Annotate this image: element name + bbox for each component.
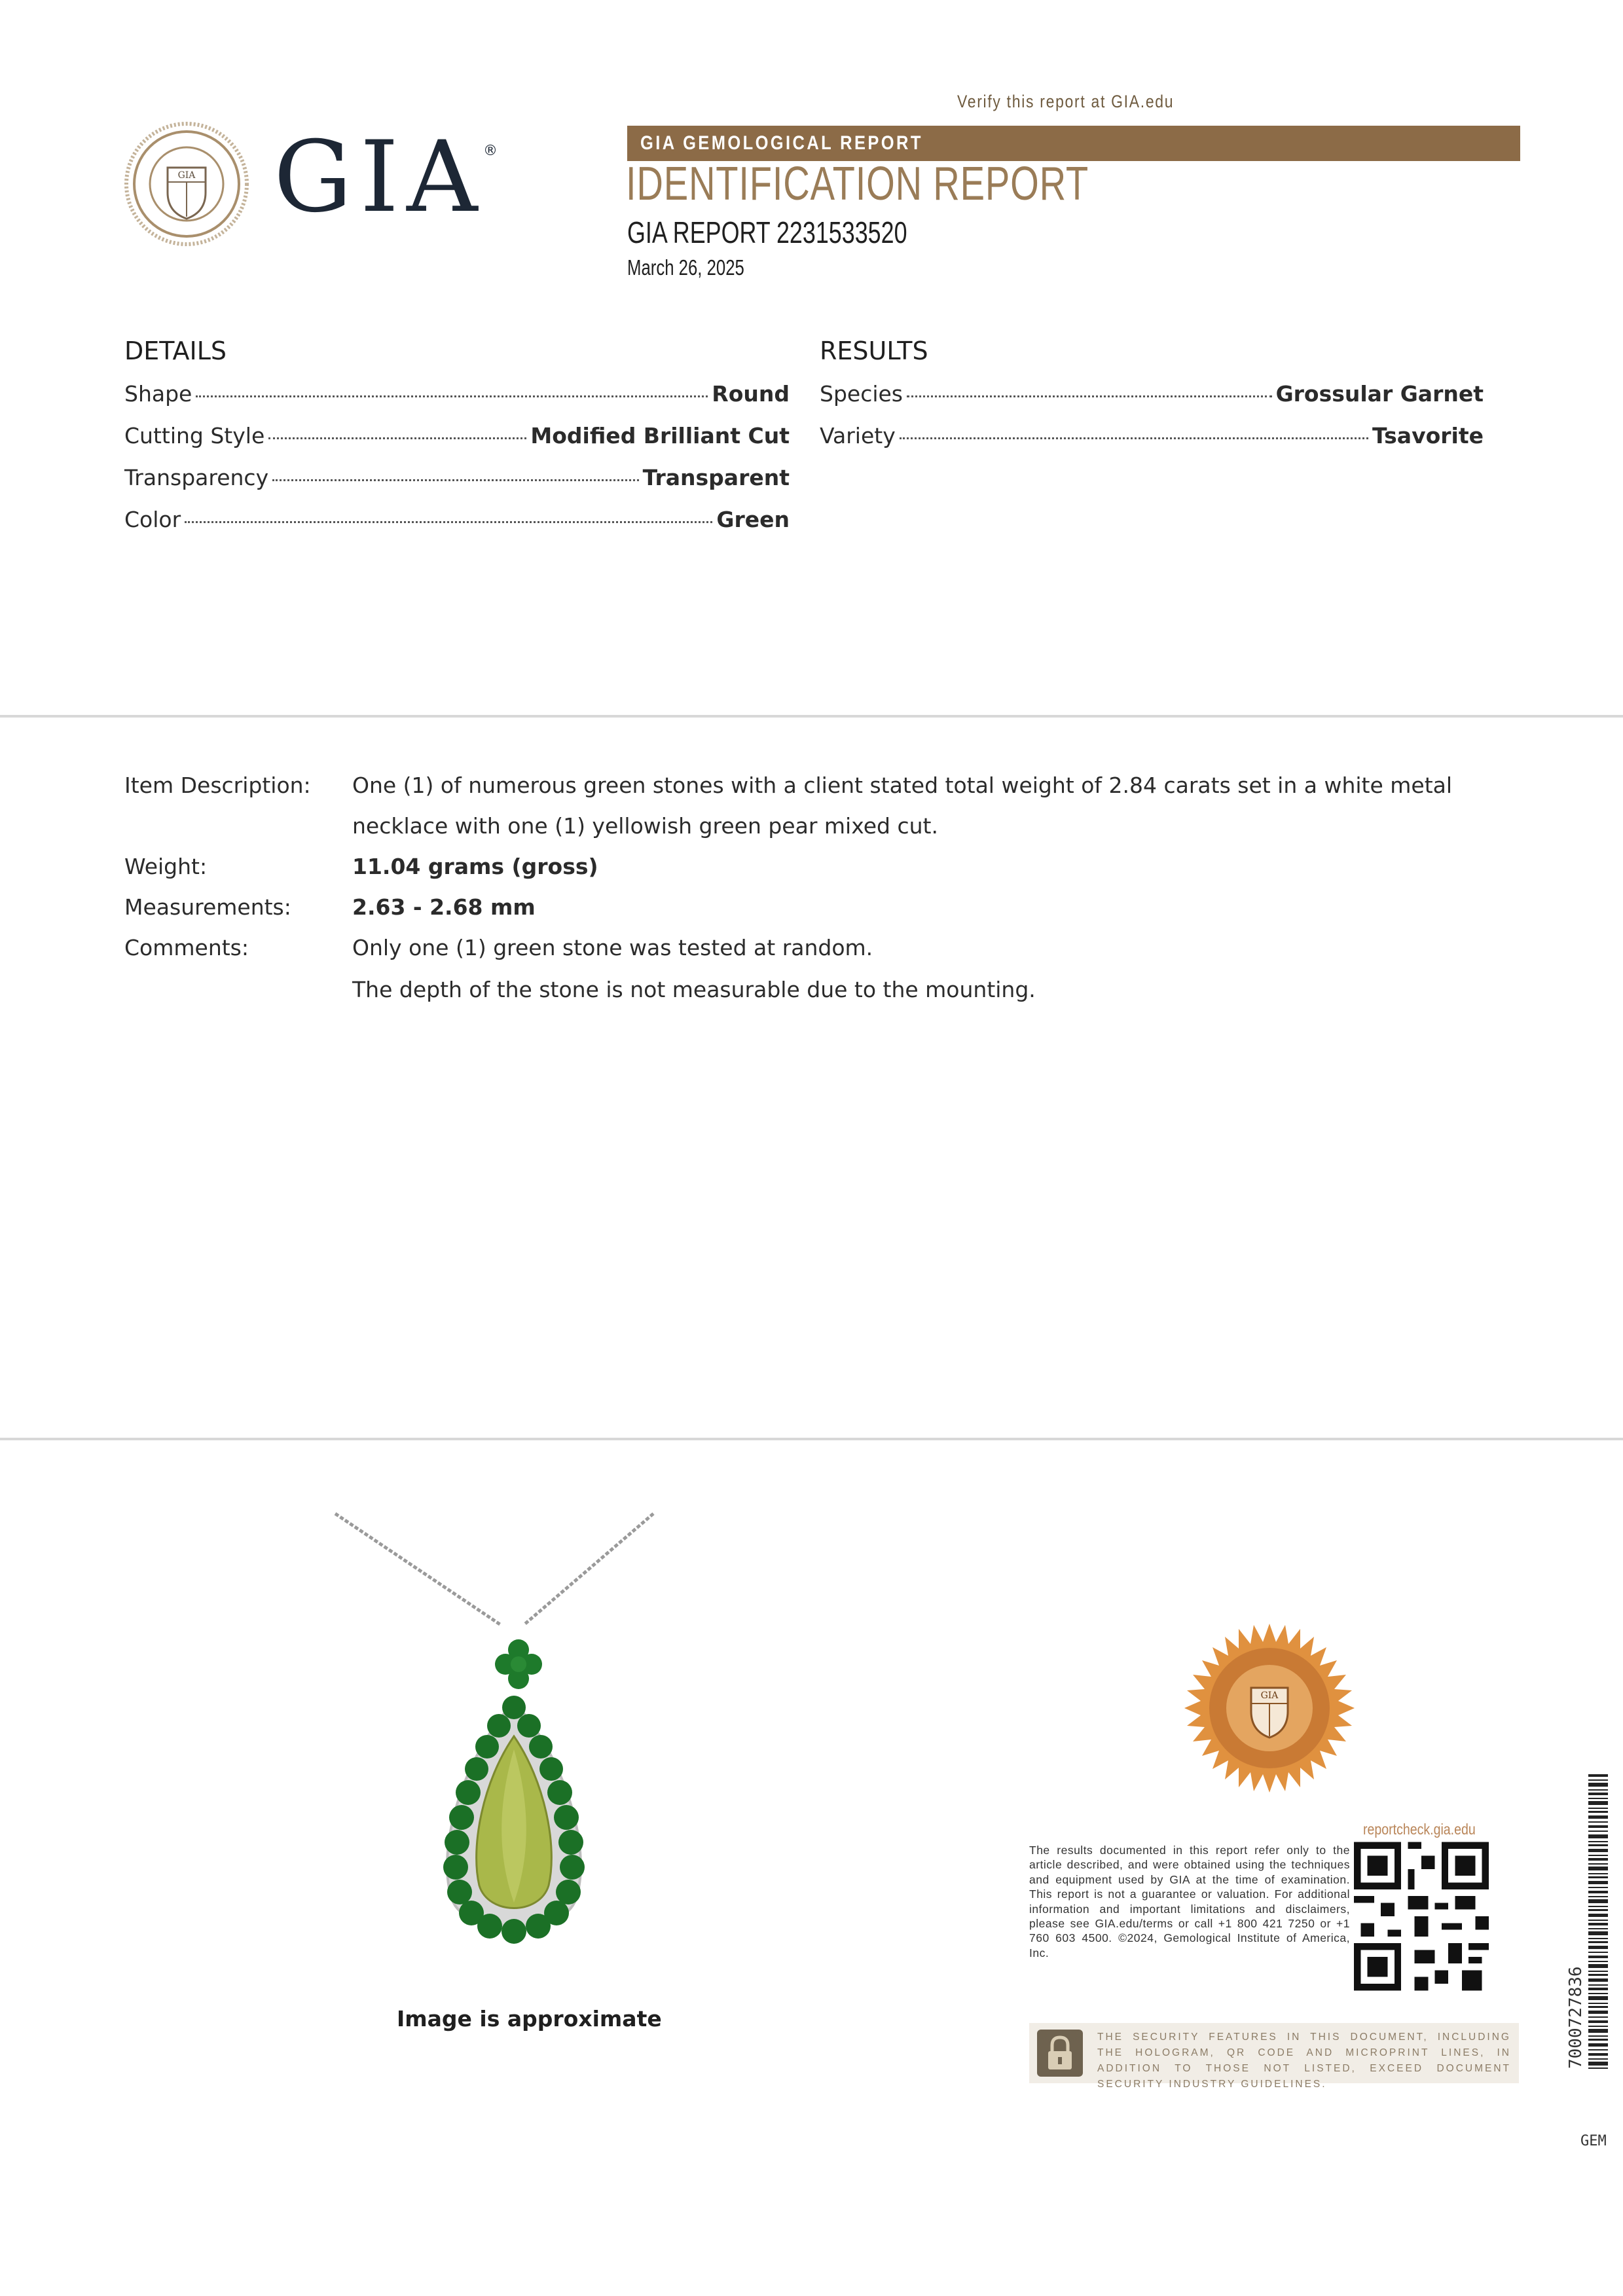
band-title: GIA GEMOLOGICAL REPORT [640,132,923,154]
gold-seal-label: GIA [1260,1690,1279,1701]
security-notice-text: THE SECURITY FEATURES IN THIS DOCUMENT, INCLUDING THE HOLOGRAM, QR CODE AND MICROPRINT LINES, IN ADDITION TO THOSE NOT LISTED, EXCEED DOCUMENT SECURITY INDUSTRY GUIDELINES. [1097,2032,1511,2090]
details-value: Green [716,507,790,532]
report-date: March 26, 2025 [627,255,744,280]
details-value: Round [712,381,790,407]
comment-line1: Only one (1) green stone was tested at random. [352,935,873,960]
barcode-number: 7000727836 [1566,1966,1586,2069]
item-description-line1: One (1) of numerous green stones with a client stated total weight of 2.84 carats set in a white metal [352,773,1453,798]
details-list [124,381,790,549]
details-row-shape [124,381,790,423]
barcode-icon [1588,1774,1608,2069]
image-caption: Image is approximate [397,2006,662,2032]
qr-code-icon[interactable] [1354,1841,1489,1992]
results-list [820,381,1484,465]
disclaimer-text: The results documented in this report refer only to the article described, and were obtained using the techniques and equipment used by GIA at the time of examination. This report is not a guarantee or valuation. For additional information and important limitations and disclaimers, please see GIA.edu/terms or call +1 800 421 7250 or +1 760 603 4500. ©2024, Gemological Institute of America, Inc. [1029,1844,1350,1959]
gia-seal-icon [124,122,249,246]
results-value: Grossular Garnet [1275,381,1484,407]
weight-value: 11.04 grams (gross) [352,854,598,879]
seal-label: GIA [177,170,196,181]
details-value: Transparent [642,465,790,490]
measurements-value: 2.63 - 2.68 mm [352,894,536,920]
details-row-transparency [124,465,790,507]
results-row-variety [820,423,1484,465]
details-label: Transparency [124,465,269,490]
lock-icon [1037,2030,1083,2077]
item-description-line2: necklace with one (1) yellowish green pear mixed cut. [352,813,938,839]
report-number: GIA REPORT 2231533520 [627,215,907,249]
results-label: Species [820,381,903,407]
details-row-cutting-style [124,423,790,465]
verify-link[interactable]: Verify this report at GIA.edu [957,92,1175,111]
report-type: IDENTIFICATION REPORT [626,158,1089,210]
registered-mark: ® [483,143,498,159]
results-label: Variety [820,423,896,448]
details-label: Cutting Style [124,423,265,448]
details-title: DETAILS [124,337,227,365]
comments-label: Comments: [124,935,249,960]
results-value: Tsavorite [1372,423,1484,448]
reportcheck-link[interactable]: reportcheck.gia.edu [1363,1821,1476,1838]
results-row-species [820,381,1484,423]
details-label: Shape [124,381,192,407]
gold-seal-icon [1184,1622,1355,1794]
details-label: Color [124,507,181,532]
comment-line2: The depth of the stone is not measurable due to the mounting. [352,977,1036,1002]
section-divider [0,715,1623,718]
pendant-image [327,1506,668,1964]
details-row-color [124,507,790,549]
measurements-label: Measurements: [124,894,291,920]
weight-label: Weight: [124,854,208,879]
gem-label: GEM [1580,2133,1607,2149]
results-title: RESULTS [820,337,928,365]
item-description-label: Item Description: [124,773,311,798]
details-value: Modified Brilliant Cut [530,423,790,448]
section-divider [0,1438,1623,1440]
gia-wordmark: GIA [274,120,486,234]
